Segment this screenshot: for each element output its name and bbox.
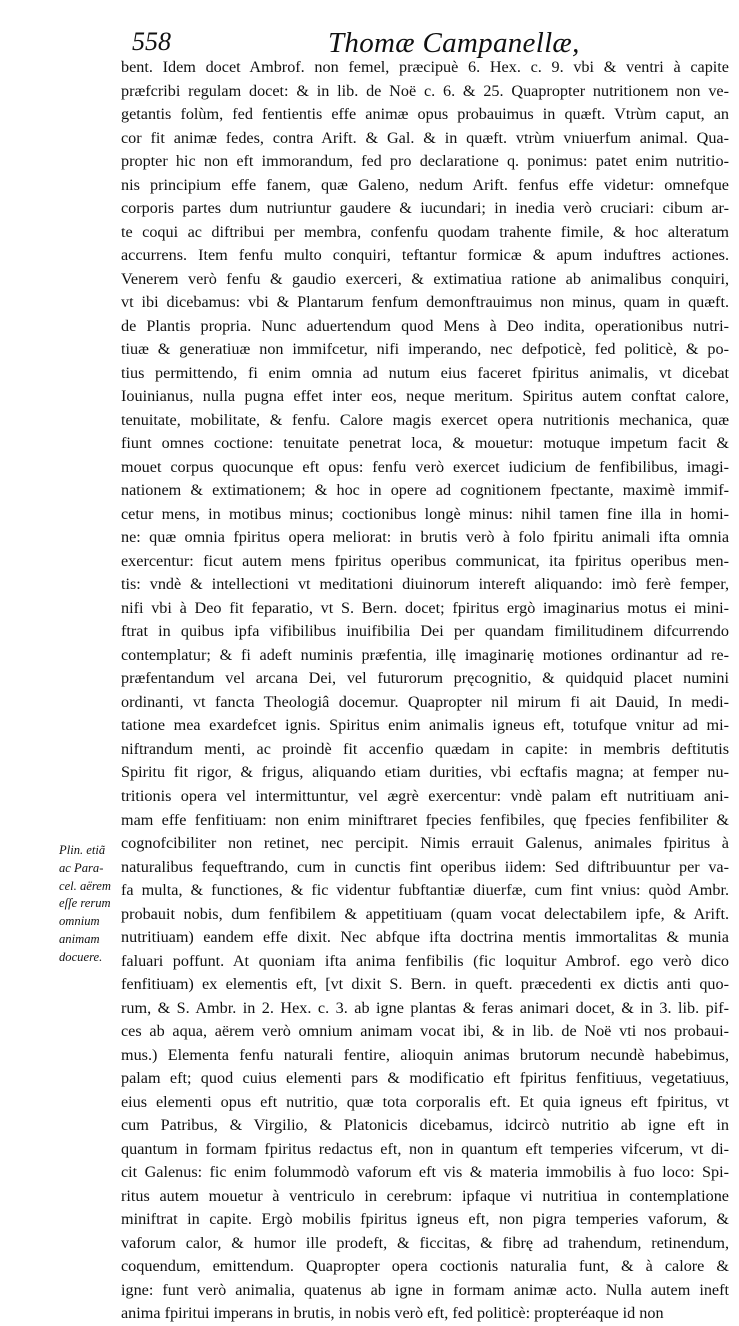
- text-line: nis principium effe fanem, quæ Galeno, nedum Arift. fenfus effe videtur: omnefque: [121, 175, 729, 194]
- text-line: propter hic non eft immorandum, fed pro declaratione q. ponimus: patet enim nutritio-: [121, 152, 729, 171]
- text-line: cor fit animæ fedes, contra Arift. & Gal. & in quæft. vtrùm vniuerfum animal. Qua-: [121, 128, 729, 147]
- text-line: nifi vbi à Deo fit feparatio, vt S. Bern. docet; fpiritus ergò imaginarius motus ei mini-: [121, 598, 729, 617]
- text-line: cit Galenus: fic enim folummodò vaforum eft vis & materia immobilis à fuo loco: Spi-: [121, 1163, 729, 1182]
- body-text: [121, 56, 729, 1326]
- text-line: miniftrat in capite. Ergò mobilis fpiritus igneus eft, non pigra temperies vaforum, &: [121, 1210, 729, 1229]
- text-line: ces ab aqua, aërem verò omnium animam vocat ibi, & in lib. de Noë vti nos probaui-: [121, 1022, 729, 1041]
- text-line: faluari poffunt. At quoniam ifta anima fenfibilis (fic loquitur Ambrof. ego verò dico: [121, 951, 729, 970]
- running-head: Thomæ Campanellæ,: [328, 27, 580, 59]
- text-line: vt ibi dicebamus: vbi & Plantarum fenfum demonftrauimus non minus, quam in quæft.: [121, 293, 729, 312]
- text-line: tatione mea exardefcet ignis. Spiritus enim animalis igneus eft, totufque vnitur ad mi-: [121, 716, 729, 735]
- text-line: eius elementi opus eft nutritio, quæ tota corporalis eft. Et quia igneus eft fpiritus, vt: [121, 1092, 729, 1111]
- text-line: te coqui ac diftribui per membra, confenfu quodam trahente fimile, & hoc alteratum: [121, 222, 729, 241]
- text-line: ordinanti, vt fancta Theologiâ docemur. Quapropter nil mirum fi ait Dauid, In medi-: [121, 692, 729, 711]
- margin-note: [59, 842, 121, 967]
- text-line: tritionis opera vel intermittuntur, vel ægrè exercentur: vndè palam eft nutritiuam ani-: [121, 786, 729, 805]
- text-line: probauit nobis, dum fenfibilem & appetitiuam (quam vocat delectabilem ipfe, & Arift.: [121, 904, 729, 923]
- text-line: ftrat in quibus ipfa vifibilibus inuifibilia Dei per quandam fimilitudinem difcurrendo: [121, 622, 729, 641]
- margin-note-line: omnium: [59, 914, 100, 929]
- text-line: ne: quæ omnia fpiritus opera meliorat: in brutis verò à folo fpiritu animali ifta omnia: [121, 528, 729, 547]
- text-line: tis: vndè & intellectioni vt meditationi diuinorum intereft aliquando: imò ferè femper,: [121, 575, 729, 594]
- margin-note-line: cel. aërem: [59, 878, 111, 893]
- text-line: Iouinianus, nulla pugna effet inter eos, neque meritum. Spiritus autem conftat calore,: [121, 387, 729, 406]
- text-line: igne: funt verò animalia, quatenus ab igne in formam animæ acto. Nulla autem ineft: [121, 1280, 729, 1299]
- margin-note-line: animam: [59, 931, 100, 946]
- text-line: niftrandum menti, ac proindè fit accenfio quædam in capite: in membris deftitutis: [121, 739, 729, 758]
- text-line: accurrens. Item fenfu multo conquiri, teftantur formicæ & apum induftres actiones.: [121, 246, 729, 265]
- text-line: coquendum, emittendum. Quapropter opera coctionis naturalia funt, & à calore &: [121, 1257, 729, 1276]
- margin-note-line: eſſe rerum: [59, 896, 111, 911]
- page-number: 558: [132, 27, 171, 56]
- text-line: mus.) Elementa fenfu naturali fentire, alioquin animas brutorum necundè habebimus,: [121, 1045, 729, 1064]
- text-line: fiunt omnes coctione: tenuitate penetrat loca, & mouetur: motuque impetum facit &: [121, 434, 729, 453]
- text-line: palam eft; quod cuius elementi pars & modificatio eft fpiritus fenfitiuus, vegetatiuus,: [121, 1069, 729, 1088]
- text-line: rum, & S. Ambr. in 2. Hex. c. 3. ab igne plantas & feras animari docet, & in 3. lib. pif-: [121, 998, 729, 1017]
- text-line: getantis folùm, fed fentientis effe animæ opus probauimus in quæft. Vtrùm caput, an: [121, 105, 729, 124]
- text-line: fa multa, & functiones, & fic videntur fubftantiæ diuerfæ, cum fint vnius: quòd Ambr.: [121, 881, 729, 900]
- text-line: de Plantis propria. Nunc aduertendum quod Mens à Deo indita, operationibus nutri-: [121, 316, 729, 335]
- text-line: anima fpiritui imperans in brutis, in nobis verò eft, fed politicè: propteréaque id non: [121, 1304, 664, 1323]
- text-line: nationem & extimationem; & hoc in opere ad cognitionem fpectante, maximè immif-: [121, 481, 729, 500]
- text-line: præfentandum vel arcana Dei, vel futurorum pręcognitio, & quidquid placet numini: [121, 669, 729, 688]
- text-line: bent. Idem docet Ambrof. non femel, præcipuè 6. Hex. c. 9. vbi & ventri à capite: [121, 58, 729, 76]
- text-line: quantum in formam fpiritus redactus eft, non in quantum eft temperies vifcerum, vt di-: [121, 1139, 729, 1158]
- text-line: tius permittendo, fi enim omnia ad nutum eius faceret fpiritus animalis, vt dicebat: [121, 363, 729, 382]
- text-line: cum Patribus, & Virgilio, & Platonicis dicebamus, idcircò nutritio ab igne eft in: [121, 1116, 729, 1135]
- text-line: tenuitate, mobilitate, & fenfu. Calore magis exercet opera nutritionis mechanica, quæ: [121, 410, 729, 429]
- margin-note-line: ac Para-: [59, 860, 104, 875]
- text-line: cetur mens, in motibus minus; coctionibus longè minus: nihil tamen fine illa in homi-: [121, 504, 729, 523]
- text-line: fenfitiuam) ex elementis eft, [vt dixit S. Bern. in queft. præcedenti ex dictis anti quo-: [121, 975, 729, 994]
- text-line: Spiritu fit rigor, & frigus, aliquando etiam durities, vbi ecftafis magna; at femper nu-: [121, 763, 729, 782]
- text-line: nutritiuam) eandem effe dixit. Nec abfque ifta doctrina mentis immortalitas & munia: [121, 928, 729, 947]
- text-line: naturalibus fequeftrando, cum in cunctis fint operibus iidem: Sed diftribuuntur per va-: [121, 857, 729, 876]
- text-line: ritus autem mouetur à ventriculo in cerebrum: ipfaque vi nutritiua in contemplatione: [121, 1186, 729, 1205]
- text-line: corporis partes dum nutriuntur gaudere & iucundari; in inedia verò cruciari: cibum ar-: [121, 199, 729, 218]
- text-line: exercentur: ficut autem mens fpiritus operibus communicat, ita fpiritus operibus men-: [121, 551, 729, 570]
- text-line: vaforum calor, & humor ille prodeft, & ficcitas, & fibrę ad trahendum, retinendum,: [121, 1233, 729, 1252]
- text-line: cognofcibiliter non retinet, nec percipit. Nimis errauit Galenus, animales fpiritus à: [121, 834, 729, 853]
- margin-note-line: Plin. etiã: [59, 843, 106, 857]
- text-line: mam effe fenfitiuam: non enim miniftraret fpecies fenfibiles, quę fpecies fenfibiliter &: [121, 810, 729, 829]
- text-line: Venerem verò fenfu & gaudio exerceri, & extimatiua ratione ab animalibus conquiri,: [121, 269, 729, 288]
- text-line: præfcribi regulam docet: & in lib. de Noë c. 6. & 25. Quapropter nutritionem non ve-: [121, 81, 729, 100]
- margin-note-line: docuere.: [59, 949, 103, 964]
- text-line: contemplatur; & fi adeft numinis præfentia, illę imaginarię motiones ordinantur ad re-: [121, 645, 729, 664]
- text-line: mouet corpus quocunque eft opus: fenfu verò exercet iudicium de fenfibilibus, imagi-: [121, 457, 729, 476]
- text-line: tiuæ & generatiuæ non immifcetur, nifi imperando, nec defpoticè, fed politicè, & po-: [121, 340, 729, 359]
